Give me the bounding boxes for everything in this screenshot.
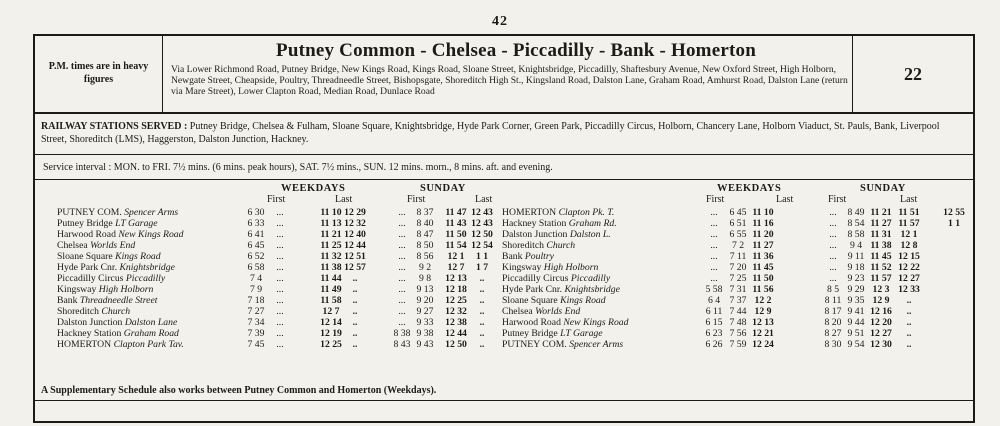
time-cell: 11 54 <box>445 240 467 251</box>
route-via: Via Lower Richmond Road, Putney Bridge, New Kings Road, Kings Road, Sloane Street, Knightsbridge, Piccadilly, Shaftesbury Avenue, New Oxford Street, High Holborn, Newgate Street, Cheapside, Poultry, Threadneedle Street, Bishopsgate, Shoreditch High St., Kingsland Road, Dalston Lane, Graham Road, Amhurst Road, Dalston Lane (return via Mare Street), Lower Clapton Road, Median Road, Dunlace Road <box>171 64 848 98</box>
stop-location: New Kings Road <box>563 317 629 328</box>
time-cell: ... <box>710 229 718 240</box>
time-cell: 6 52 <box>247 251 265 262</box>
time-cell: 11 47 <box>445 207 467 218</box>
time-cell: ... <box>829 251 837 262</box>
time-cell: ... <box>398 284 406 295</box>
time-cell: ... <box>829 207 837 218</box>
time-cell: 6 45 <box>247 240 265 251</box>
time-cell: ... <box>276 295 284 306</box>
time-cell: .. <box>479 273 485 284</box>
time-cell: 8 50 <box>416 240 434 251</box>
time-cell: 12 8 <box>900 240 918 251</box>
route-frame <box>33 34 975 423</box>
time-cell: .. <box>352 339 358 350</box>
time-cell: ... <box>398 240 406 251</box>
time-cell: 8 56 <box>416 251 434 262</box>
time-cell: 11 27 <box>870 218 892 229</box>
time-cell: 11 21 <box>870 207 892 218</box>
time-cell: ... <box>829 229 837 240</box>
railway-list: Putney Bridge, Chelsea & Fulham, Sloane Square, Knightsbridge, Hyde Park Corner, Green Park, Piccadilly Circus, Holborn, Chancery Lane, Holborn Viaduct, St. Pauls, Bank, Liverpool Street, Shoreditch (LMS), Haggerston, Dalston Junction, Hackney. <box>41 121 940 145</box>
time-cell: 12 13 <box>445 273 467 284</box>
route-title-block <box>171 40 861 98</box>
stop-label: Harwood Road <box>502 317 561 328</box>
time-cell: 1 1 <box>947 218 961 229</box>
stop-label: Hyde Park Cnr. <box>502 284 563 295</box>
time-cell: 12 32 <box>344 218 366 229</box>
time-cell: .. <box>352 295 358 306</box>
time-cell: 11 38 <box>870 240 892 251</box>
stop-location: Church <box>101 306 131 317</box>
table-row <box>502 340 972 351</box>
stop-location: High Holborn <box>543 262 599 273</box>
stop-location: New Kings Road <box>118 229 184 240</box>
stop-location: Poultry <box>524 251 554 262</box>
time-cell: 11 36 <box>752 251 774 262</box>
time-cell: 11 38 <box>320 262 342 273</box>
stop-location: Clapton Park Tav. <box>113 339 184 350</box>
stop-location: Graham Rd. <box>568 218 617 229</box>
stop-label: HOMERTON <box>57 339 112 350</box>
stop-label: Shoreditch <box>57 306 99 317</box>
stop-name <box>57 340 243 351</box>
time-cell: ... <box>710 240 718 251</box>
time-cell: 8 11 <box>824 295 842 306</box>
stop-label: Shoreditch <box>502 240 544 251</box>
time-cell: 7 44 <box>729 306 747 317</box>
time-cell: 11 57 <box>870 273 892 284</box>
time-cell: 11 10 <box>320 207 342 218</box>
time-cell: 9 33 <box>416 317 434 328</box>
time-cell: 7 59 <box>729 339 747 350</box>
stop-label: Bank <box>502 251 523 262</box>
time-cell: 12 3 <box>872 284 890 295</box>
time-cell: ... <box>398 207 406 218</box>
time-cell: 8 5 <box>826 284 840 295</box>
stop-label: Kingsway <box>57 284 97 295</box>
stop-label: Kingsway <box>502 262 542 273</box>
time-cell: 12 32 <box>445 306 467 317</box>
time-cell: .. <box>479 317 485 328</box>
time-cell: ... <box>398 251 406 262</box>
time-cell: 12 25 <box>445 295 467 306</box>
time-cell: ... <box>710 251 718 262</box>
time-cell: 11 56 <box>752 284 774 295</box>
time-cell: 11 27 <box>752 240 774 251</box>
stop-location: Church <box>546 240 576 251</box>
stop-location: Piccadilly <box>125 273 166 284</box>
time-cell: ... <box>276 240 284 251</box>
time-cell: 12 50 <box>445 339 467 350</box>
time-cell: .. <box>906 328 912 339</box>
time-cell: 11 31 <box>870 229 892 240</box>
stop-label: Bank <box>57 295 78 306</box>
time-cell: 11 32 <box>320 251 342 262</box>
time-cell: 12 50 <box>471 229 493 240</box>
time-cell: 11 52 <box>870 262 892 273</box>
time-cell: 12 27 <box>898 273 920 284</box>
time-cell: 11 16 <box>752 218 774 229</box>
stop-location: LT Garage <box>115 218 158 229</box>
time-cell: 7 39 <box>247 328 265 339</box>
time-cell: 8 47 <box>416 229 434 240</box>
time-cell: .. <box>906 317 912 328</box>
stop-location: Piccadilly <box>570 273 611 284</box>
time-cell: 7 45 <box>247 339 265 350</box>
time-cell: 12 43 <box>471 218 493 229</box>
inbound-weekdays-first: First <box>706 194 725 205</box>
time-cell: .. <box>352 317 358 328</box>
time-cell: 11 10 <box>752 207 774 218</box>
railway-label: RAILWAY STATIONS SERVED : <box>41 121 188 132</box>
stop-label: Sloane Square <box>502 295 558 306</box>
time-cell: 7 27 <box>247 306 265 317</box>
time-cell: 8 58 <box>847 229 865 240</box>
stop-label: Dalston Junction <box>502 229 568 240</box>
time-cell: 12 14 <box>320 317 342 328</box>
time-cell: 6 45 <box>729 207 747 218</box>
stop-label: Piccadilly Circus <box>502 273 569 284</box>
stop-location: LT Garage <box>560 328 603 339</box>
time-cell: 8 20 <box>824 317 842 328</box>
time-cell: 6 55 <box>729 229 747 240</box>
time-cell: 12 13 <box>752 317 774 328</box>
time-cell: 5 58 <box>705 284 723 295</box>
time-cell: 9 27 <box>416 306 434 317</box>
stop-location: Kings Road <box>560 295 606 306</box>
time-cell: 7 37 <box>729 295 747 306</box>
time-cell: 12 29 <box>344 207 366 218</box>
time-cell: ... <box>829 240 837 251</box>
time-cell: 7 48 <box>729 317 747 328</box>
time-cell: ... <box>398 273 406 284</box>
time-cell: ... <box>398 317 406 328</box>
stop-label: PUTNEY COM. <box>502 339 567 350</box>
time-cell: ... <box>276 273 284 284</box>
time-cell: 6 26 <box>705 339 723 350</box>
time-cell: 12 1 <box>447 251 465 262</box>
stop-label: Piccadilly Circus <box>57 273 124 284</box>
stop-label: Harwood Road <box>57 229 116 240</box>
time-cell: .. <box>906 295 912 306</box>
time-cell: 8 30 <box>824 339 842 350</box>
time-cell: ... <box>829 273 837 284</box>
time-cell: 6 23 <box>705 328 723 339</box>
time-cell: ... <box>276 251 284 262</box>
outbound-sunday-first: First <box>407 194 426 205</box>
stop-location: Kings Road <box>115 251 161 262</box>
time-cell: ... <box>710 273 718 284</box>
time-cell: 8 54 <box>847 218 865 229</box>
time-cell: 9 2 <box>418 262 432 273</box>
stop-location: Knightsbridge <box>564 284 620 295</box>
time-cell: 9 18 <box>847 262 865 273</box>
time-cell: ... <box>398 295 406 306</box>
time-cell: 7 20 <box>729 262 747 273</box>
time-cell: 6 33 <box>247 218 265 229</box>
time-cell: 12 25 <box>320 339 342 350</box>
stop-location: Dalston L. <box>569 229 611 240</box>
time-cell: 9 23 <box>847 273 865 284</box>
time-cell: 11 50 <box>752 273 774 284</box>
time-cell: 12 51 <box>344 251 366 262</box>
inbound-weekdays-heading: WEEKDAYS <box>717 183 782 194</box>
outbound-sunday-heading: SUNDAY <box>420 183 466 194</box>
time-cell: 7 4 <box>249 273 263 284</box>
time-cell: 12 43 <box>471 207 493 218</box>
stop-location: Worlds End <box>90 240 136 251</box>
time-cell: 8 17 <box>824 306 842 317</box>
stop-name <box>502 340 702 351</box>
time-cell: 11 25 <box>320 240 342 251</box>
time-cell: 11 45 <box>752 262 774 273</box>
service-interval: Service interval : MON. to FRI. 7½ mins. (6 mins. peak hours), SAT. 7½ mins., SUN. 12 mins. morn., 8 mins. aft. and evening. <box>35 154 973 180</box>
time-cell: .. <box>906 306 912 317</box>
outbound-weekdays-first: First <box>267 194 286 205</box>
time-cell: 8 43 <box>393 339 411 350</box>
time-cell: 9 20 <box>416 295 434 306</box>
time-cell: 12 30 <box>870 339 892 350</box>
outbound-sunday-last: Last <box>475 194 493 205</box>
time-cell: 12 16 <box>870 306 892 317</box>
time-cell: 9 38 <box>416 328 434 339</box>
time-cell: 7 25 <box>729 273 747 284</box>
time-cell: 12 7 <box>447 262 465 273</box>
time-cell: 6 4 <box>707 295 721 306</box>
stop-location: Clapton Pk. T. <box>558 207 615 218</box>
inbound-sunday-first: First <box>828 194 847 205</box>
pm-times-note: P.M. times are in heavy figures <box>35 36 163 112</box>
time-cell: 6 11 <box>705 306 723 317</box>
time-cell: 8 49 <box>847 207 865 218</box>
route-number: 22 <box>852 36 973 112</box>
time-cell: 7 2 <box>731 240 745 251</box>
stop-label: PUTNEY COM. <box>57 207 122 218</box>
inbound-sunday-heading: SUNDAY <box>860 183 906 194</box>
time-cell: 1 7 <box>475 262 489 273</box>
time-cell: .. <box>479 295 485 306</box>
stop-label: Hackney Station <box>502 218 567 229</box>
time-cell: 9 11 <box>847 251 865 262</box>
time-cell: 7 34 <box>247 317 265 328</box>
stop-location: Dalston Lane <box>124 317 178 328</box>
time-cell: 12 9 <box>754 306 772 317</box>
time-cell: 12 18 <box>445 284 467 295</box>
time-cell: 12 44 <box>344 240 366 251</box>
time-cell: 11 44 <box>320 273 342 284</box>
time-cell: ... <box>398 262 406 273</box>
time-cell: .. <box>479 339 485 350</box>
time-cell: 11 43 <box>445 218 467 229</box>
time-cell: 12 40 <box>344 229 366 240</box>
time-cell: ... <box>276 229 284 240</box>
time-cell: 9 35 <box>847 295 865 306</box>
time-cell: .. <box>352 284 358 295</box>
time-cell: 12 19 <box>320 328 342 339</box>
time-cell: 12 15 <box>898 251 920 262</box>
time-cell: ... <box>710 262 718 273</box>
time-cell: 9 54 <box>847 339 865 350</box>
route-header <box>35 36 973 114</box>
time-cell: 12 1 <box>900 229 918 240</box>
time-cell: ... <box>276 328 284 339</box>
time-cell: 6 51 <box>729 218 747 229</box>
time-cell: ... <box>276 262 284 273</box>
time-cell: 7 9 <box>249 284 263 295</box>
stop-label: Sloane Square <box>57 251 113 262</box>
time-cell: ... <box>829 262 837 273</box>
time-cell: 8 40 <box>416 218 434 229</box>
time-cell: 12 44 <box>445 328 467 339</box>
time-cell: 11 57 <box>898 218 920 229</box>
stop-label: Putney Bridge <box>502 328 558 339</box>
time-cell: 9 51 <box>847 328 865 339</box>
time-cell: .. <box>352 306 358 317</box>
stop-location: Spencer Arms <box>124 207 179 218</box>
time-cell: 12 55 <box>943 207 965 218</box>
time-cell: 11 21 <box>320 229 342 240</box>
inbound-weekdays-last: Last <box>776 194 794 205</box>
time-cell: 6 30 <box>247 207 265 218</box>
time-cell: 11 49 <box>320 284 342 295</box>
stop-label: Chelsea <box>502 306 533 317</box>
stop-label: HOMERTON <box>502 207 557 218</box>
time-cell: 9 44 <box>847 317 865 328</box>
time-cell: ... <box>710 218 718 229</box>
time-cell: 6 15 <box>705 317 723 328</box>
time-cell: .. <box>352 273 358 284</box>
time-cell: .. <box>352 328 358 339</box>
time-cell: ... <box>398 218 406 229</box>
time-cell: ... <box>276 284 284 295</box>
time-cell: .. <box>479 306 485 317</box>
table-row <box>57 340 509 351</box>
time-cell: 11 51 <box>898 207 920 218</box>
time-cell: 12 27 <box>870 328 892 339</box>
time-cell: ... <box>276 306 284 317</box>
time-cell: 12 2 <box>754 295 772 306</box>
time-cell: .. <box>479 328 485 339</box>
railway-stations <box>41 120 967 146</box>
time-cell: 7 31 <box>729 284 747 295</box>
time-cell: 12 9 <box>872 295 890 306</box>
stop-location: High Holborn <box>98 284 154 295</box>
time-cell: 8 27 <box>824 328 842 339</box>
time-cell: 7 56 <box>729 328 747 339</box>
time-cell: 12 54 <box>471 240 493 251</box>
time-cell: 1 1 <box>475 251 489 262</box>
time-cell: ... <box>276 207 284 218</box>
stop-location: Threadneedle Street <box>79 295 158 306</box>
time-cell: ... <box>398 229 406 240</box>
route-title: Putney Common - Chelsea - Piccadilly - Bank - Homerton <box>276 40 756 61</box>
time-cell: 9 41 <box>847 306 865 317</box>
time-cell: 11 45 <box>870 251 892 262</box>
time-cell: 12 57 <box>344 262 366 273</box>
stop-label: Putney Bridge <box>57 218 113 229</box>
time-cell: 12 21 <box>752 328 774 339</box>
time-cell: 9 4 <box>849 240 863 251</box>
time-cell: 11 20 <box>752 229 774 240</box>
outbound-weekdays-last: Last <box>335 194 353 205</box>
time-cell: 12 24 <box>752 339 774 350</box>
outbound-weekdays-heading: WEEKDAYS <box>281 183 346 194</box>
time-cell: 8 38 <box>393 328 411 339</box>
time-cell: 6 58 <box>247 262 265 273</box>
time-cell: 9 29 <box>847 284 865 295</box>
time-cell: 7 18 <box>247 295 265 306</box>
stop-label: Chelsea <box>57 240 88 251</box>
time-cell: ... <box>276 218 284 229</box>
time-cell: ... <box>829 218 837 229</box>
time-cell: 11 13 <box>320 218 342 229</box>
time-cell: 12 20 <box>870 317 892 328</box>
inbound-sunday-last: Last <box>900 194 918 205</box>
stop-location: Spencer Arms <box>569 339 624 350</box>
time-cell: 12 7 <box>322 306 340 317</box>
time-cell: 9 8 <box>418 273 432 284</box>
bottom-rule <box>35 400 973 401</box>
time-cell: 6 41 <box>247 229 265 240</box>
time-cell: 12 38 <box>445 317 467 328</box>
stop-label: Dalston Junction <box>57 317 123 328</box>
time-cell: ... <box>710 207 718 218</box>
time-cell: 8 37 <box>416 207 434 218</box>
time-cell: ... <box>276 339 284 350</box>
time-cell: ... <box>398 306 406 317</box>
stop-label: Hyde Park Cnr. <box>57 262 118 273</box>
time-cell: 9 13 <box>416 284 434 295</box>
time-cell: 9 43 <box>416 339 434 350</box>
stop-label: Hackney Station <box>57 328 122 339</box>
stop-location: Worlds End <box>535 306 581 317</box>
time-cell: 12 22 <box>898 262 920 273</box>
time-cell: .. <box>906 339 912 350</box>
stop-location: Graham Road <box>123 328 179 339</box>
footnote: A Supplementary Schedule also works between Putney Common and Homerton (Weekdays). <box>41 385 437 396</box>
time-cell: .. <box>479 284 485 295</box>
time-cell: ... <box>276 317 284 328</box>
time-cell: 7 11 <box>729 251 747 262</box>
page-number: 42 <box>492 14 508 29</box>
time-cell: 11 50 <box>445 229 467 240</box>
stop-location: Knightsbridge <box>119 262 175 273</box>
time-cell: 11 58 <box>320 295 342 306</box>
time-cell: 12 33 <box>898 284 920 295</box>
